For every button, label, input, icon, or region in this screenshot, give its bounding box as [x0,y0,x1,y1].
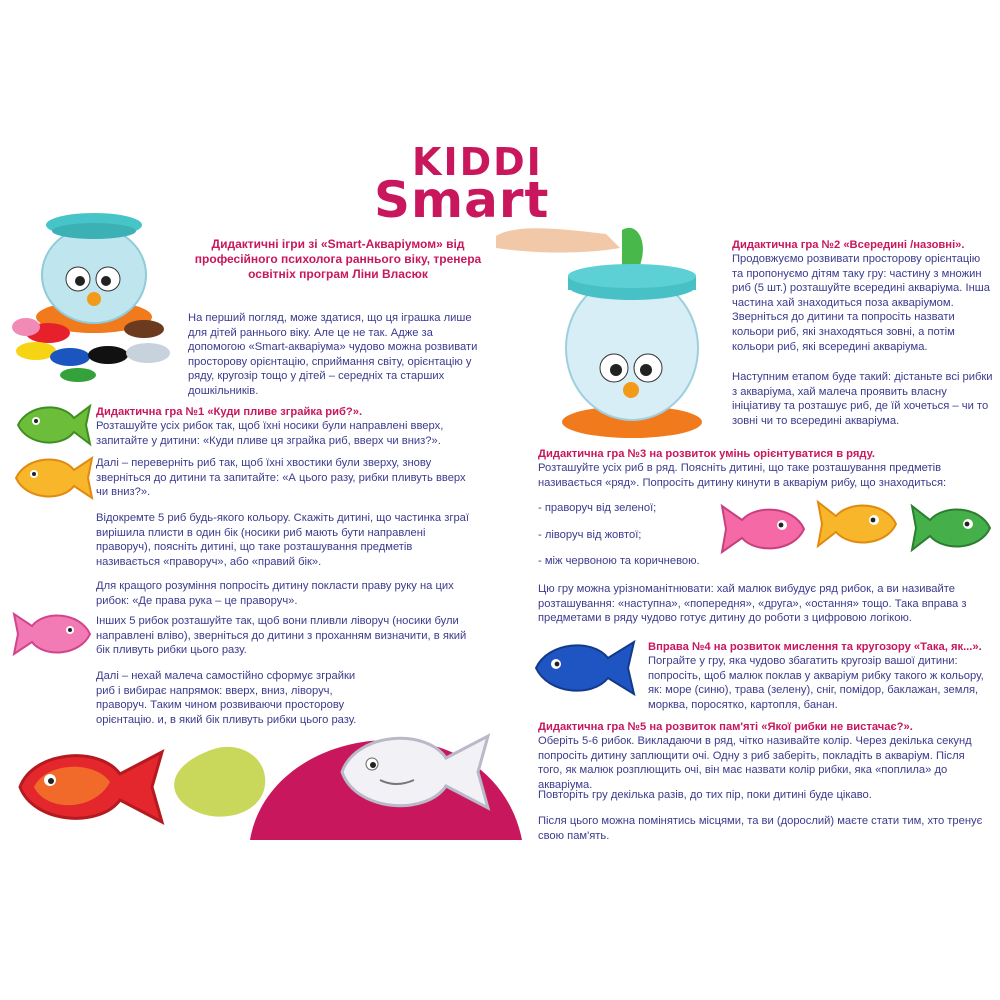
game1-paragraph-3: Відокремте 5 риб будь-якого кольору. Скажіть дитині, що частинка зграї вирішила плисти в один бік (носики риб мають бути направлені праворуч), поясніть дитині, що таке розташування предметів називається «праворуч», або «правий бік». [96,512,470,568]
game1-paragraph-5: Інших 5 рибок розташуйте так, щоб вони пливли ліворуч (носики були направлені вліво), зверніться до дитини з проханням визначити, в який бік пливуть рибки цього разу. [96,615,467,657]
red-fish-icon [14,742,166,832]
pink-fish-icon [8,608,94,660]
game3-paragraph-1: Розташуйте усіх риб в ряд. Поясніть дитині, що таке розташування предметів називається «ряд». Попросіть дитину кинути в акваріум рибу, що знаходиться: [538,462,947,489]
orange-fish-icon [812,496,900,552]
game1-paragraph-4: Для кращого розуміння попросіть дитину покласти праву руку на цих рибок: «Де права рука – це праворуч». [96,580,454,607]
game1-paragraph-2: Далі – переверніть риб так, щоб їхні хвостики були зверху, знову зверніться до дитини та запитайте: «А цього разу, рибки пливуть вверх чи вниз?». [96,457,466,499]
game3-item-3: - між червоною та коричневою. [538,555,700,567]
game5-paragraph-1: Оберіть 5-6 рибок. Викладаючи в ряд, чітко називайте колір. Через декілька секунд попросіть дитину заплющити очі. Одну з риб заберіть, покладіть в акваріум. Після того, як малюк розплющить очі, він має назвати колір рибки, яка «поплила» до акваріума. [538,735,972,791]
game2-paragraph-1: Продовжуємо розвивати просторову орієнтацію та пропонуємо дітям таку гру: частину з множин риб (5 шт.) розташуйте всередині акваріума. Інша частина хай знаходиться поза акваріумом. Зверніться до дитини та попросіть назвати кольори риб, які знаходяться зовні, а потім кольори риб, які всередині акваріума. [732,253,990,353]
green-fish-icon [906,500,994,556]
logo-line-1: KIDDI [412,140,543,184]
logo-line-2: Smart [374,171,550,229]
game3-heading: Дидактична гра №3 на розвиток умінь орієнтуватися в ряду. [538,448,875,460]
aquarium-toy-with-fish [8,205,184,385]
white-fish-icon [336,724,492,820]
intro-body: На перший погляд, може здатися, що ця іграшка лише для дітей раннього віку. Але це не так. Адже за допомогою «Smart-акваріума» чудово можна розвивати просторову орієнтацію, сприймання світу, орієнтацію у ряду, кругозір тощо у дітей – середніх та старших дошкільників. [188,312,478,397]
game3-paragraph-2: Цю гру можна урізноманітнювати: хай малюк вибудує ряд рибок, а ви називайте розташування: «наступна», «попередня», «друга», «остання» тощо. Така вправа з предметами в ряду чудово готує дитину до роботи з цифровою логікою. [538,583,967,625]
game5-paragraph-3: Після цього можна помінятись місцями, та ви (дорослий) маєте стати тим, хто тренує свою пам'ять. [538,815,983,842]
pink-fish-icon [716,500,808,558]
game3-item-1: - праворуч від зеленої; [538,502,657,514]
game4-paragraph-1: Пограйте у гру, яка чудово збагатить кругозір вашої дитини: попросіть, щоб малюк поклав у акваріум рибку такого ж кольору, як: море (синю), трава (зелену), сніг, помідор, баклажан, земля, морква, поросятко, картопля, банан. [648,655,984,711]
game2-paragraph-2: Наступним етапом буде такий: дістаньте всі рибки з акваріума, хай малеча проявить власну ініціативу та розташує риб, де їй хочеться – чи то зовні чи то всередині акваріума. [732,371,993,427]
green-fish-icon [14,400,94,450]
game4-heading: Вправа №4 на розвиток мислення та кругозору «Така, як...». [648,641,982,653]
game3-item-2: - ліворуч від жовтої; [538,529,642,541]
game1-heading: Дидактична гра №1 «Куди пливе зграйка риб?». [96,406,363,418]
game5-paragraph-2: Повторіть гру декілька разів, до тих пір, поки дитині буде цікаво. [538,789,872,801]
intro-heading: Дидактичні ігри зі «Smart-Акваріумом» від професійного психолога раннього віку, тренера освітніх програм Ліни Власюк [194,237,482,281]
blue-fish-icon [532,636,638,700]
game1-paragraph-6: Далі – нехай малеча самостійно сформує зграйки риб і вибирає напрямок: вверх, вниз, ліворуч, праворуч. Таким чином розвиваючи просторову орієнтацію. и, в який бік пливуть рибки цього разу. [96,670,357,726]
green-blob [174,747,265,817]
aquarium-toy-with-hand [496,218,728,444]
kiddi-smart-logo [372,140,550,229]
game2-heading: Дидактична гра №2 «Всередині /назовні». [732,239,965,251]
orange-fish-icon [12,452,96,504]
game5-heading: Дидактична гра №5 на розвиток пам'яті «Якої рибки не вистачає?». [538,721,913,733]
game1-paragraph-1: Розташуйте усіх рибок так, щоб їхні носики були направлені вверх, запитайте у дитини: «Куди пливе ця зграйка риб, вверх чи вниз?». [96,420,444,447]
